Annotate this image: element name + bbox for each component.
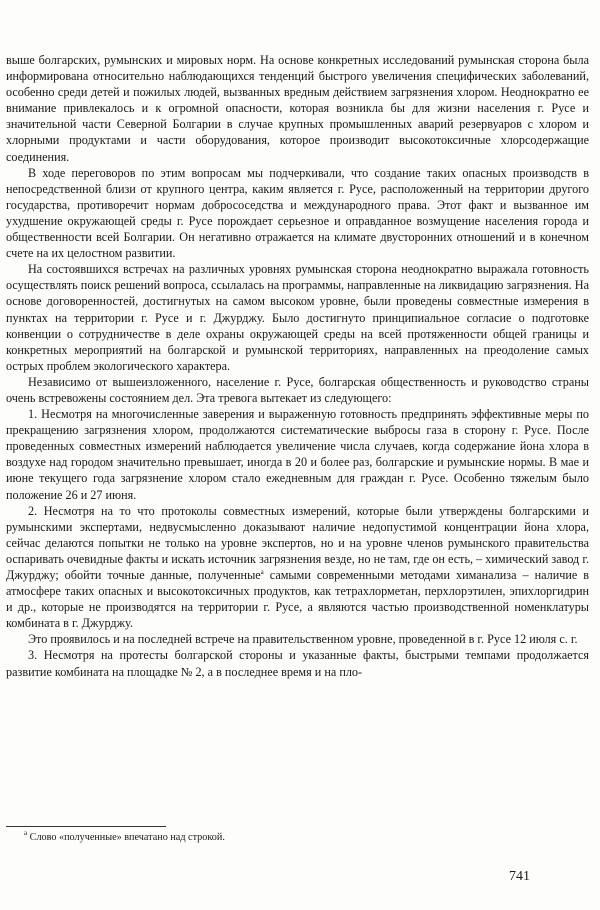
paragraph-4: Независимо от вышеизложенного, население г. Русе, болгарская общественность и руководство страны очень встревожены состоянием дел. Эта тревога вытекает из следующего:: [6, 374, 589, 405]
paragraph-5: 1. Несмотря на многочисленные заверения и выраженную готовность предпринять эффективные меры по прекращению загрязнения хлором, продолжаются систематические выбросы газа в сторону г. Русе. После проведенных совместных измерений наблюдается увеличение числа случаев, когда содержание йона хлора в воздухе над городом значительно превышает, иногда в 20 и более раз, болгарские и румынские нормы. В мае и июне текущего года загрязнение хлором стало ежедневным для граждан г. Русе. Особенно тяжелым было положение 26 и 27 июня.: [6, 407, 589, 502]
paragraph-2: В ходе переговоров по этим вопросам мы подчеркивали, что создание таких опасных производств в непосредственной близи от крупного центра, каким является г. Русе, расположенный на территории другого государства, противоречит нормам добрососедства и международного права. Этот факт и вызванное им ухудшение окружающей среды г. Русе порождает серьезное и оправданное возмущение населения города и общественности всей Болгарии. Он негативно отражается на климате двусторонних отношений и в конечном счете на их целостном развитии.: [6, 165, 589, 261]
paragraph-1: выше болгарских, румынских и мировых норм. На основе конкретных исследований румынская сторона была информирована относительно наблюдающихся тенденций быстрого увеличения специфических заболеваний, особенно среди детей и пожилых людей, вызванных вредным действием загрязнения хлором. Неоднократно ее внимание привлекалось и к огромной опасности, которая возникла бы для жизни населения г. Русе и значительной части Северной Болгарии в случае крупных промышленных аварий резервуаров с хлором и хлорными продуктами и части оборудования, которое производит высокотоксичные хлорсодержащие соединения.: [6, 53, 589, 164]
paragraph-6-after: самыми современными методами химанализа – наличие в атмосфере таких опасных и высокотоксичных продуктов, как тетрахлорметан, перхлорэтилен, эпихлоргидрин и др., которые не производятся на территории г. Русе, а являются частью производственной номенклатуры комбината в г. Джурджу.: [6, 568, 590, 631]
paragraph-7: Это проявилось и на последней встрече на правительственном уровне, проведенной в г. Русе 12 июля с. г.: [28, 632, 578, 647]
paragraph-8: 3. Несмотря на протесты болгарской стороны и указанные факты, быстрыми темпами продолжается развитие комбината на площадке № 2, а в последнее время и на пло-: [6, 648, 589, 679]
paragraph-6: [6, 503, 589, 632]
footnote-divider: [6, 826, 166, 827]
page-number: 741: [509, 869, 530, 884]
body-text: [6, 52, 589, 680]
footnote: [24, 831, 225, 844]
paragraph-6-before: 2. Несмотря на то что протоколы совместных измерений, которые были утверждены болгарскими и румынскими экспертами, недвусмысленно доказывают наличие недопустимой концентрации йона хлора, сейчас делаются попытки не только на уровне экспертов, но и на уровне членов румынского правительства оспаривать очевидные факты и искать источник загрязнения везде, но не там, где он есть, – химический завод г. Джурджу; обойти точные данные, полученные: [6, 503, 589, 582]
footnote-text: Слово «полученные» впечатано над строкой.: [29, 832, 225, 843]
footnote-reference: а: [260, 568, 264, 576]
paragraph-3: На состоявшихся встречах на различных уровнях румынская сторона неоднократно выражала готовность осуществлять поиск решений вопроса, ссылалась на программы, направленные на ликвидацию загрязнения. На основе договоренностей, достигнутых на самом высоком уровне, были проведены совместные измерения в пунктах на территории г. Русе и г. Джурджу. Было достигнуто принципиальное согласие о подготовке конвенции о сотрудничестве в деле охраны окружающей среды на всей протяженности общей границы и конкретных мероприятий на болгарской и румынской территориях, направленных на преодоление самых острых проблем экологического характера.: [6, 262, 589, 373]
footnote-marker: а: [24, 829, 28, 837]
